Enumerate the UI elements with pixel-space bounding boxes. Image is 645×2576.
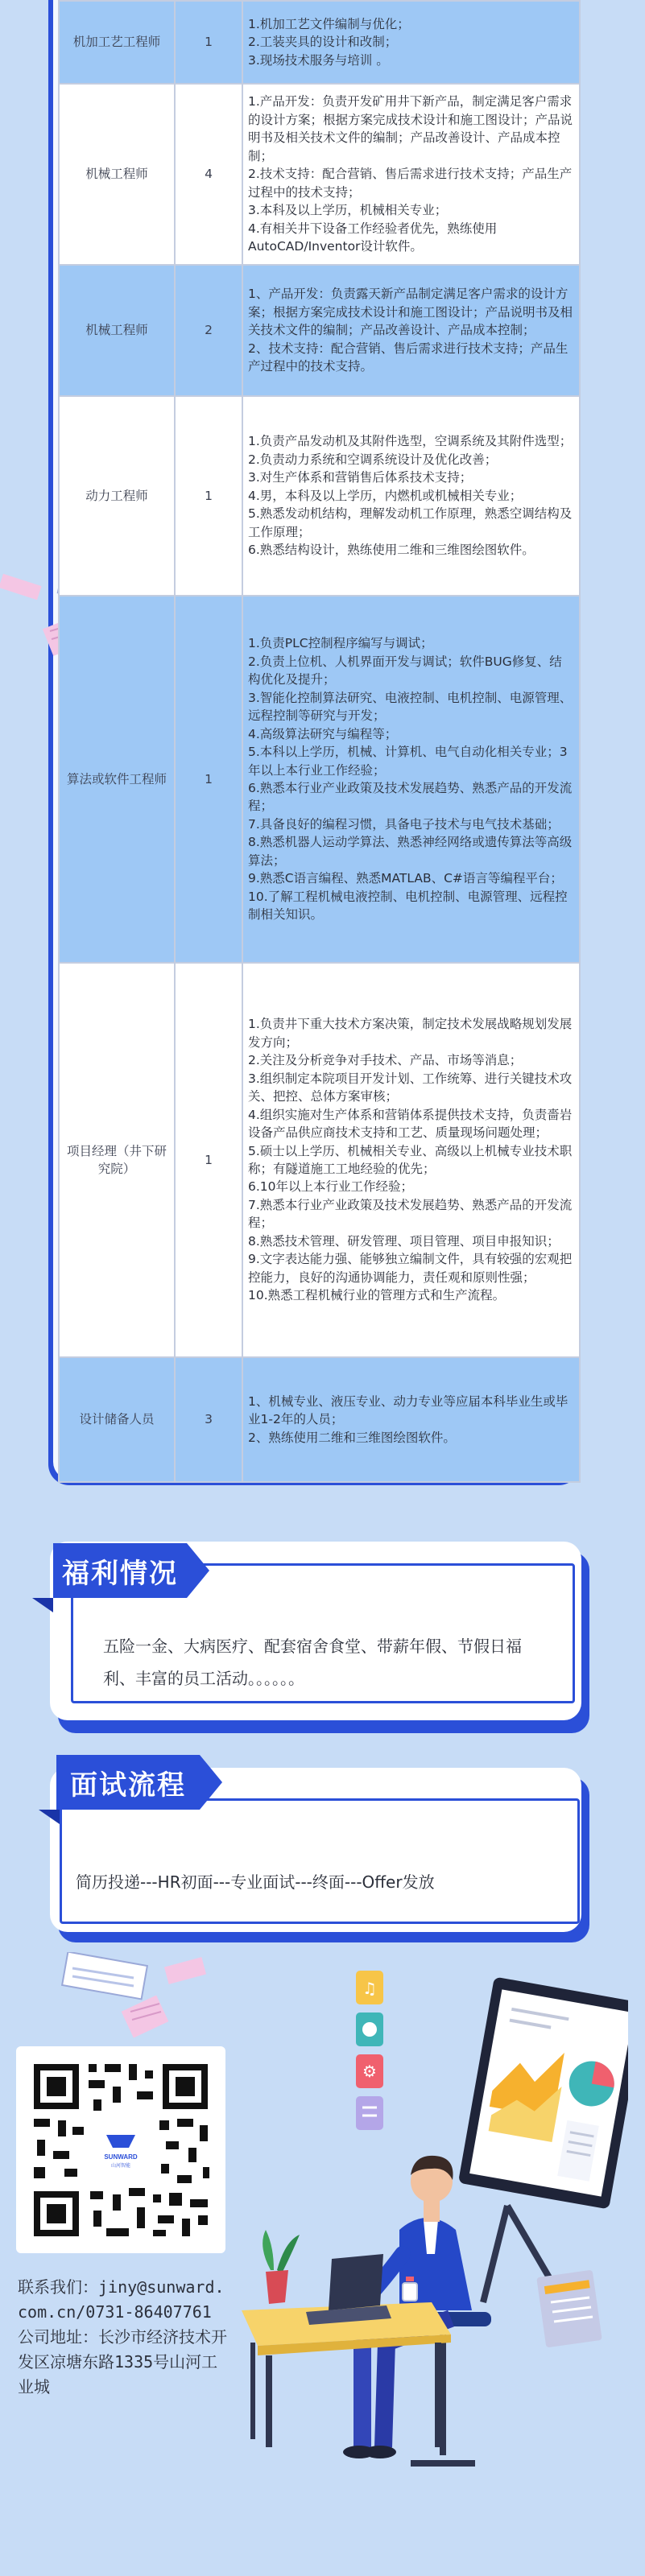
job-count: 1 — [175, 396, 242, 596]
document-icon — [536, 2270, 602, 2348]
job-count: 3 — [175, 1357, 242, 1482]
requirement-line: 1.负责井下重大技术方案决策，制定技术发展战略规划发展发方向； — [248, 1017, 573, 1050]
table-row — [59, 265, 580, 396]
requirement-line: 4.组织实施对生产体系和营销体系提供技术支持，负责嗇岩设备产品供应商技术支持和工艺、质量现场问题处理； — [248, 1107, 573, 1141]
requirement-line: 2、熟练使用二维和三维图绘图软件。 — [248, 1430, 456, 1445]
requirement-line: 2.技术支持：配合营销、售后需求进行技术支持；产品生产过程中的技术支持； — [248, 167, 573, 200]
requirement-line: 1.负责PLC控制程序编写与调试； — [248, 636, 433, 651]
requirement-line: 4.男，本科及以上学历，内燃机或机械相关专业； — [248, 488, 523, 503]
job-title: 机械工程师 — [59, 265, 175, 396]
requirement-line: 1.机加工艺文件编制与优化； — [248, 16, 410, 31]
job-count: 1 — [175, 596, 242, 963]
requirement-line: 3.智能化控制算法研究、电液控制、电机控制、电源管理、远程控制等研究与开发； — [248, 690, 573, 724]
table-row — [59, 84, 580, 265]
qr-code-image — [16, 2046, 225, 2253]
qr-brand: SUNWARD — [104, 2153, 138, 2161]
requirement-line: 9.文字表达能力强、能够独立编制文件，具有较强的宏观把控能力，良好的沟通协调能力，责任观和原则性强； — [248, 1252, 573, 1285]
requirement-line: 10.了解工程机械电液控制、电机控制、电源管理、远程控制相关知识。 — [248, 889, 568, 923]
job-requirements — [242, 265, 580, 396]
interview-tag-fold — [39, 1810, 60, 1824]
paper-stack-decoration — [56, 1952, 217, 2045]
job-title: 设计储备人员 — [59, 1357, 175, 1482]
requirement-line: 5.熟悉发动机结构，理解发动机工作原理，熟悉空调结构及工作原理； — [248, 506, 573, 539]
desk-icon — [242, 2302, 451, 2447]
job-requirements — [242, 1, 580, 84]
requirement-line: 6.10年以上本行业工作经验； — [248, 1179, 414, 1195]
requirement-line: 1.负责产品发动机及其附件选型，空调系统及其附件选型； — [248, 434, 573, 449]
requirement-line: 7.具备良好的编程习惯，具备电子技术与电气技术基础； — [248, 816, 560, 832]
job-count: 4 — [175, 84, 242, 265]
qr-brand-sub: 山河智能 — [110, 2163, 131, 2169]
interview-title: 面试流程 — [56, 1755, 200, 1810]
job-title: 动力工程师 — [59, 396, 175, 596]
welfare-tag-fold — [32, 1598, 53, 1612]
contact-address: 公司地址：长沙市经济技术开发区凉塘东路1335号山河工业城 — [18, 2327, 227, 2396]
contact-email-phone: 联系我们：jiny@sunward.com.cn/0731-86407761 — [18, 2277, 225, 2322]
requirement-line: 10.熟悉工程机械行业的管理方式和生产流程。 — [248, 1288, 506, 1303]
requirement-line: 6.熟悉结构设计，熟练使用二维和三维图绘图软件。 — [248, 543, 535, 558]
chart-screen-icon — [458, 1976, 628, 2302]
jobs-table — [58, 0, 581, 1483]
requirement-line: 3.现场技术服务与培训 。 — [248, 52, 389, 68]
plant-icon — [263, 2230, 300, 2304]
requirement-line: 2.负责动力系统和空调系统设计及优化改善； — [248, 452, 498, 467]
job-count: 1 — [175, 1, 242, 84]
requirement-line: 2、技术支持：配合营销、售后需求进行技术支持；产品生产过程中的技术支持。 — [248, 341, 569, 374]
job-requirements — [242, 1357, 580, 1482]
job-requirements — [242, 963, 580, 1357]
requirement-line: 5.硕士以上学历、机械相关专业、高级以上机械专业技术职称；有隧道施工工地经验的优先； — [248, 1143, 573, 1176]
requirement-line: 3.组织制定本院项目开发计划、工作统筹、进行关键技术攻关、把控、总体方案审核； — [248, 1071, 573, 1104]
table-row — [59, 396, 580, 596]
requirement-line: 4.有相关井下设备工作经验者优先，熟练使用AutoCAD/Inventor设计软件。 — [248, 221, 498, 254]
svg-text:♫: ♫ — [362, 1979, 377, 1998]
job-title: 项目经理（井下研究院） — [59, 963, 175, 1357]
welfare-title: 福利情况 — [53, 1543, 187, 1598]
requirement-line: 8.熟悉技术管理、研发管理、项目管理、项目申报知识； — [248, 1233, 560, 1249]
requirement-line: 7.熟悉本行业产业政策及技术发展趋势、熟悉产品的开发流程； — [248, 1197, 573, 1231]
requirement-line: 6.熟悉本行业产业政策及技术发展趋势、熟悉产品的开发流程； — [248, 781, 573, 814]
interview-text: 简历投递---HR初面---专业面试---终面---Offer发放 — [76, 1872, 435, 1892]
laptop-icon — [306, 2254, 391, 2325]
job-count: 2 — [175, 265, 242, 396]
qr-code — [16, 2046, 225, 2253]
interview-card-border — [60, 1798, 580, 1924]
requirement-line: 2.关注及分析竞争对手技术、产品、市场等消息； — [248, 1053, 523, 1068]
job-requirements — [242, 396, 580, 596]
requirement-line: 1.产品开发：负责开发矿用井下新产品，制定满足客户需求的设计方案；根据方案完成技术设计和施工图设计；产品说明书及相关技术文件的编制；产品改善设计、产品成本控制； — [248, 94, 573, 163]
job-title: 机加工艺工程师 — [59, 1, 175, 84]
requirement-line: 9.熟悉C语言编程、熟悉MATLAB、C#语言等编程平台； — [248, 871, 563, 886]
table-row — [59, 963, 580, 1357]
requirement-line: 5.本科以上学历，机械、计算机、电气自动化相关专业；3年以上本行业工作经验； — [248, 745, 568, 778]
requirement-line: 1、产品开发：负责露天新产品制定满足客户需求的设计方案；根据方案完成技术设计和施工图设计；产品说明书及相关技术文件的编制；产品改善设计、产品成本控制； — [248, 287, 573, 338]
svg-text:⚙: ⚙ — [362, 2062, 377, 2081]
job-title: 算法或软件工程师 — [59, 596, 175, 963]
requirement-line: 2.负责上位机、人机界面开发与调试；软件BUG修复、结构优化及提升； — [248, 654, 562, 687]
table-row — [59, 1, 580, 84]
office-worker-illustration — [242, 1964, 628, 2544]
job-requirements — [242, 84, 580, 265]
job-count: 1 — [175, 963, 242, 1357]
job-title: 机械工程师 — [59, 84, 175, 265]
table-row — [59, 1357, 580, 1482]
contact-info — [18, 2275, 229, 2400]
table-row — [59, 596, 580, 963]
requirement-line: 8.熟悉机器人运动学算法、熟悉神经网络或遗传算法等高级算法； — [248, 835, 573, 868]
requirement-line: 4.高级算法研究与编程等； — [248, 726, 398, 741]
app-icons — [356, 1971, 383, 2130]
welfare-text: 五险一金、大病医疗、配套宿舍食堂、带薪年假、节假日福利、丰富的员工活动。。。。。。 — [103, 1637, 522, 1688]
requirement-line: 2.工装夹具的设计和改制； — [248, 35, 398, 50]
requirement-line: 1、机械专业、液压专业、动力专业等应届本科毕业生或毕业1-2年的人员； — [248, 1393, 569, 1427]
requirement-line: 3.本科及以上学历，机械相关专业； — [248, 203, 448, 218]
job-requirements — [242, 596, 580, 963]
requirement-line: 3.对生产体系和营销售后体系技术支持； — [248, 470, 473, 485]
